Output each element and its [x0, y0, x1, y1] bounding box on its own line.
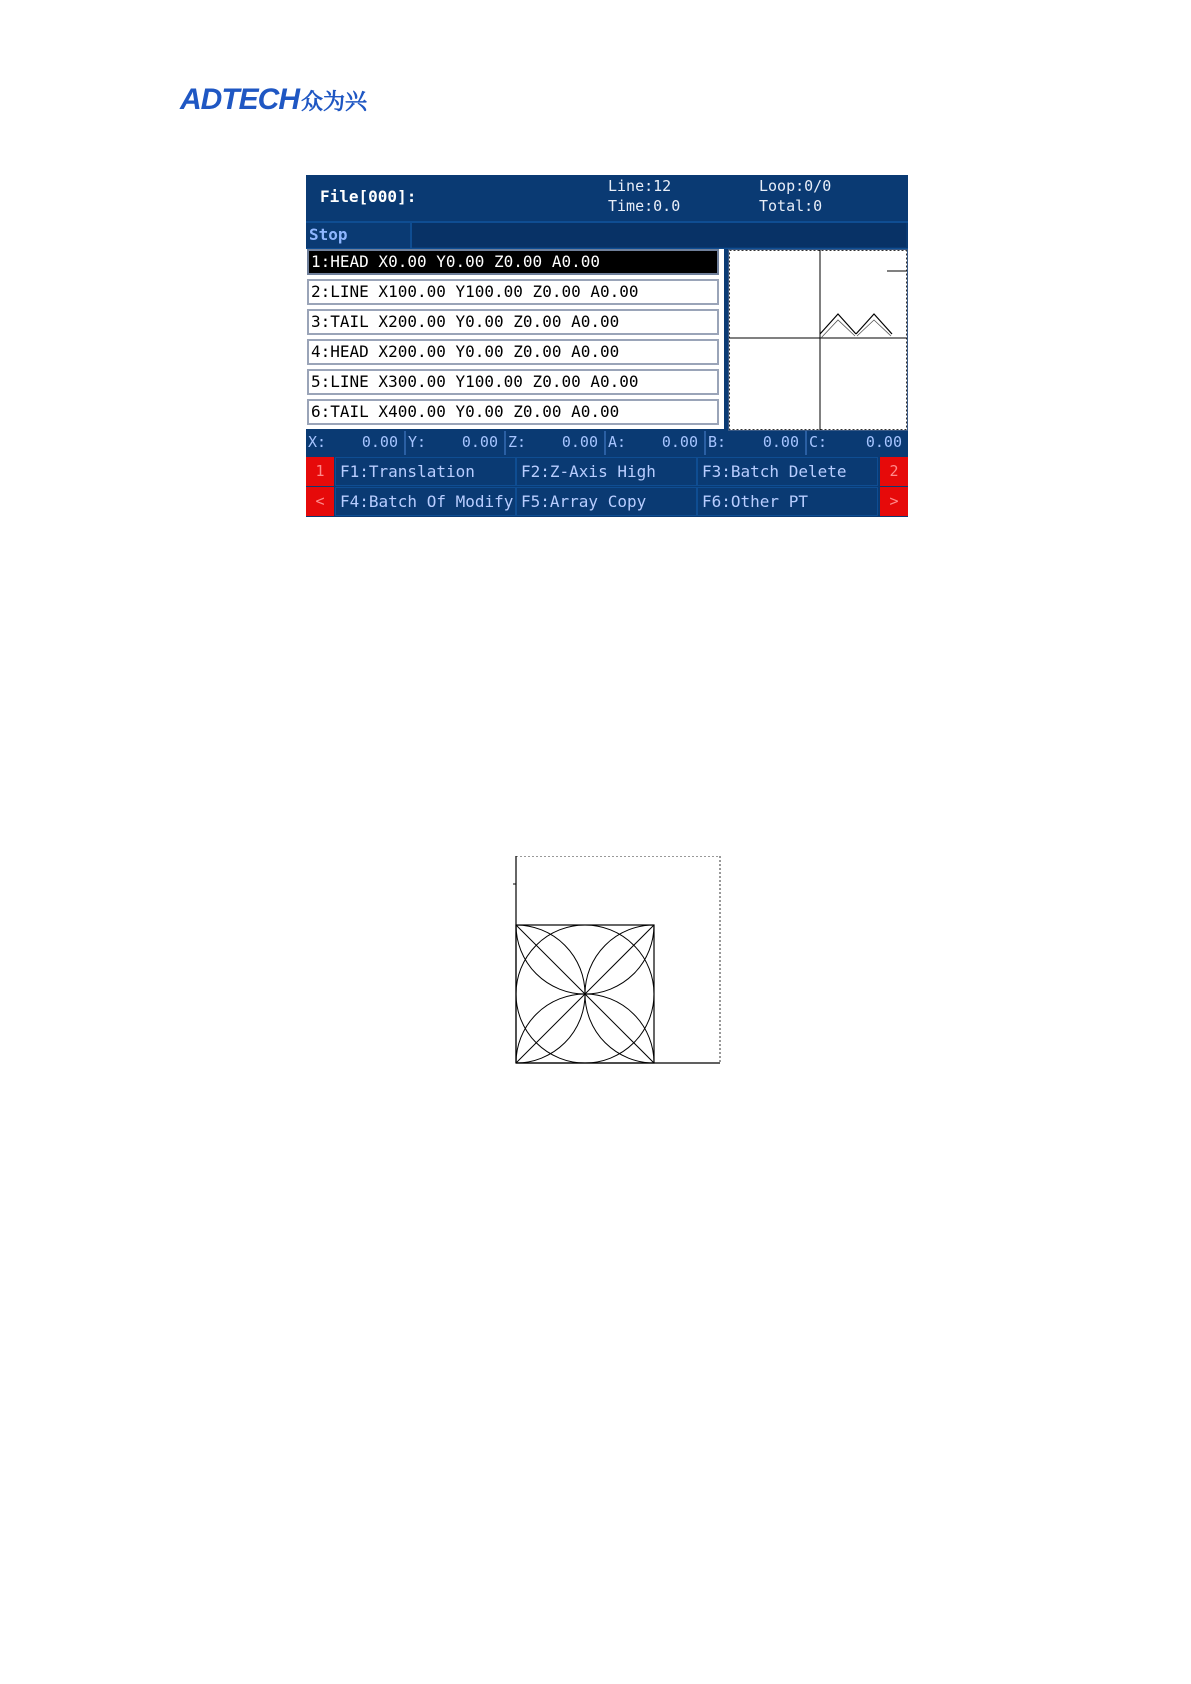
file-label: File[000]: [320, 187, 417, 206]
preview-path-1 [820, 314, 856, 334]
coord-b-value: 0.00 [762, 433, 799, 451]
path-preview-graphic [729, 250, 907, 430]
coord-c [807, 431, 908, 455]
f2-z-axis-high-button[interactable]: F2:Z-Axis High [516, 457, 697, 486]
line-count: Line:12 [608, 177, 672, 195]
preview-border [730, 251, 907, 430]
coord-a-label: A: [608, 433, 627, 451]
coord-z-value: 0.00 [561, 433, 598, 451]
f3-batch-delete-button[interactable]: F3:Batch Delete [697, 457, 878, 486]
coord-x-value: 0.00 [361, 433, 398, 451]
function-key-bar [306, 457, 908, 517]
f4-batch-modify-button[interactable]: F4:Batch Of Modify [335, 487, 516, 516]
coord-y-value: 0.00 [461, 433, 498, 451]
program-list [306, 249, 724, 429]
brand-logo-latin: ADTECH [180, 83, 299, 116]
coord-b-label: B: [708, 433, 727, 451]
run-time: Time:0.0 [608, 197, 681, 215]
coord-x-label: X: [308, 433, 327, 451]
page-indicator-right: 2 [880, 457, 908, 486]
controller-screen [306, 175, 908, 517]
f6-other-pt-button[interactable]: F6:Other PT [697, 487, 878, 516]
page-prev-button[interactable]: < [306, 487, 334, 516]
run-status: Stop [309, 225, 348, 244]
program-row-6[interactable]: 6:TAIL X400.00 Y0.00 Z0.00 A0.00 [307, 399, 719, 425]
program-row-1[interactable]: 1:HEAD X0.00 Y0.00 Z0.00 A0.00 [307, 249, 719, 275]
brand-logo [180, 83, 367, 117]
loop-count: Loop:0/0 [759, 177, 832, 195]
page-indicator-left: 1 [306, 457, 334, 486]
pattern-figure-graphic [513, 856, 723, 1064]
coord-x [306, 431, 406, 455]
total-count: Total:0 [759, 197, 823, 215]
status-bar [306, 221, 908, 249]
coord-a [606, 431, 706, 455]
coord-b [706, 431, 807, 455]
page-next-button[interactable]: > [880, 487, 908, 516]
coord-y [406, 431, 506, 455]
coord-c-label: C: [809, 433, 828, 451]
coord-a-value: 0.00 [661, 433, 698, 451]
pattern-figure [513, 856, 723, 1064]
preview-path-3 [821, 320, 855, 338]
program-row-3[interactable]: 3:TAIL X200.00 Y0.00 Z0.00 A0.00 [307, 309, 719, 335]
program-row-2[interactable]: 2:LINE X100.00 Y100.00 Z0.00 A0.00 [307, 279, 719, 305]
coord-y-label: Y: [408, 433, 427, 451]
path-preview [728, 249, 908, 431]
coord-z-label: Z: [508, 433, 527, 451]
f1-translation-button[interactable]: F1:Translation [335, 457, 516, 486]
f5-array-copy-button[interactable]: F5:Array Copy [516, 487, 697, 516]
program-row-4[interactable]: 4:HEAD X200.00 Y0.00 Z0.00 A0.00 [307, 339, 719, 365]
preview-path-2 [856, 314, 892, 334]
coord-c-value: 0.00 [865, 433, 902, 451]
coordinate-bar [306, 431, 908, 455]
program-row-5[interactable]: 5:LINE X300.00 Y100.00 Z0.00 A0.00 [307, 369, 719, 395]
status-message-area [412, 223, 906, 247]
brand-logo-chinese: 众为兴 [301, 88, 368, 114]
coord-z [506, 431, 606, 455]
